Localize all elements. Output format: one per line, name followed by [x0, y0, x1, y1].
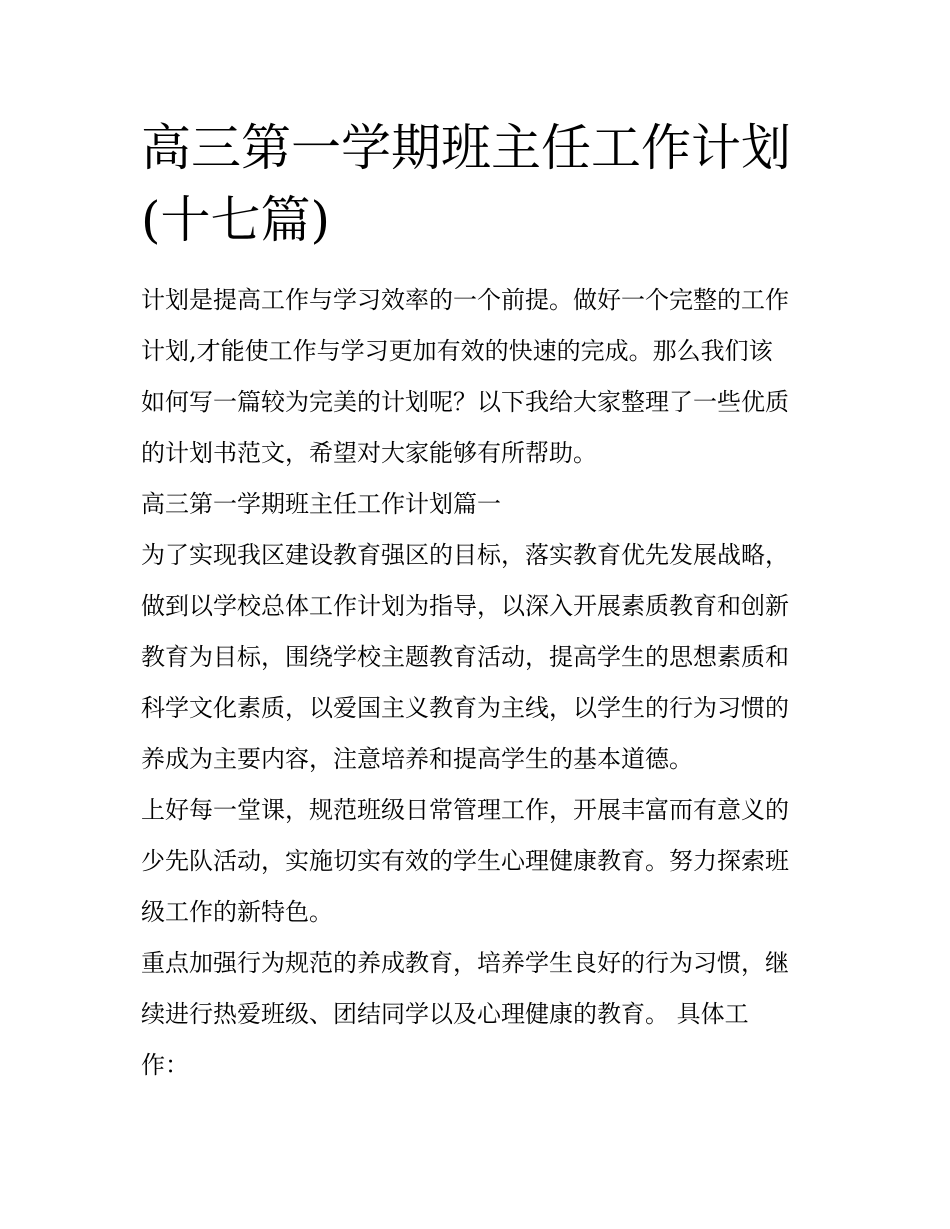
section-heading	[141, 479, 821, 530]
body-paragraph	[141, 938, 821, 1091]
text-line: 的计划书范文，希望对大家能够有所帮助。	[141, 439, 597, 467]
text-line: 续进行热爱班级、团结同学以及心理健康的教育。 具体工	[141, 1000, 749, 1028]
text-line: 高三第一学期班主任工作计划篇一	[141, 490, 501, 518]
text-line: 重点加强行为规范的养成教育，培养学生良好的行为习惯，继	[141, 949, 789, 977]
body-paragraph	[141, 785, 821, 938]
text-line: 为了实现我区建设教育强区的目标，落实教育优先发展战略，	[141, 541, 789, 569]
text-line: 作：	[141, 1051, 189, 1079]
document-body	[141, 275, 821, 1091]
document-title	[141, 112, 841, 256]
title-line-2: (十七篇)	[141, 191, 331, 249]
text-line: 教育为目标，围绕学校主题教育活动，提高学生的思想素质和	[141, 643, 789, 671]
text-line: 级工作的新特色。	[141, 898, 333, 926]
text-line: 少先队活动，实施切实有效的学生心理健康教育。努力探索班	[141, 847, 789, 875]
text-line: 养成为主要内容，注意培养和提高学生的基本道德。	[141, 745, 693, 773]
text-line: 做到以学校总体工作计划为指导，以深入开展素质教育和创新	[141, 592, 789, 620]
body-paragraph	[141, 530, 821, 785]
text-line: 科学文化素质，以爱国主义教育为主线，以学生的行为习惯的	[141, 694, 789, 722]
intro-paragraph	[141, 275, 821, 479]
text-line: 计划,才能使工作与学习更加有效的快速的完成。那么我们该	[141, 337, 773, 365]
text-line: 上好每一堂课，规范班级日常管理工作，开展丰富而有意义的	[141, 796, 789, 824]
text-line: 如何写一篇较为完美的计划呢？以下我给大家整理了一些优质	[141, 388, 789, 416]
text-line: 计划是提高工作与学习效率的一个前提。做好一个完整的工作	[141, 286, 789, 314]
title-line-1: 高三第一学期班主任工作计划	[141, 119, 791, 177]
